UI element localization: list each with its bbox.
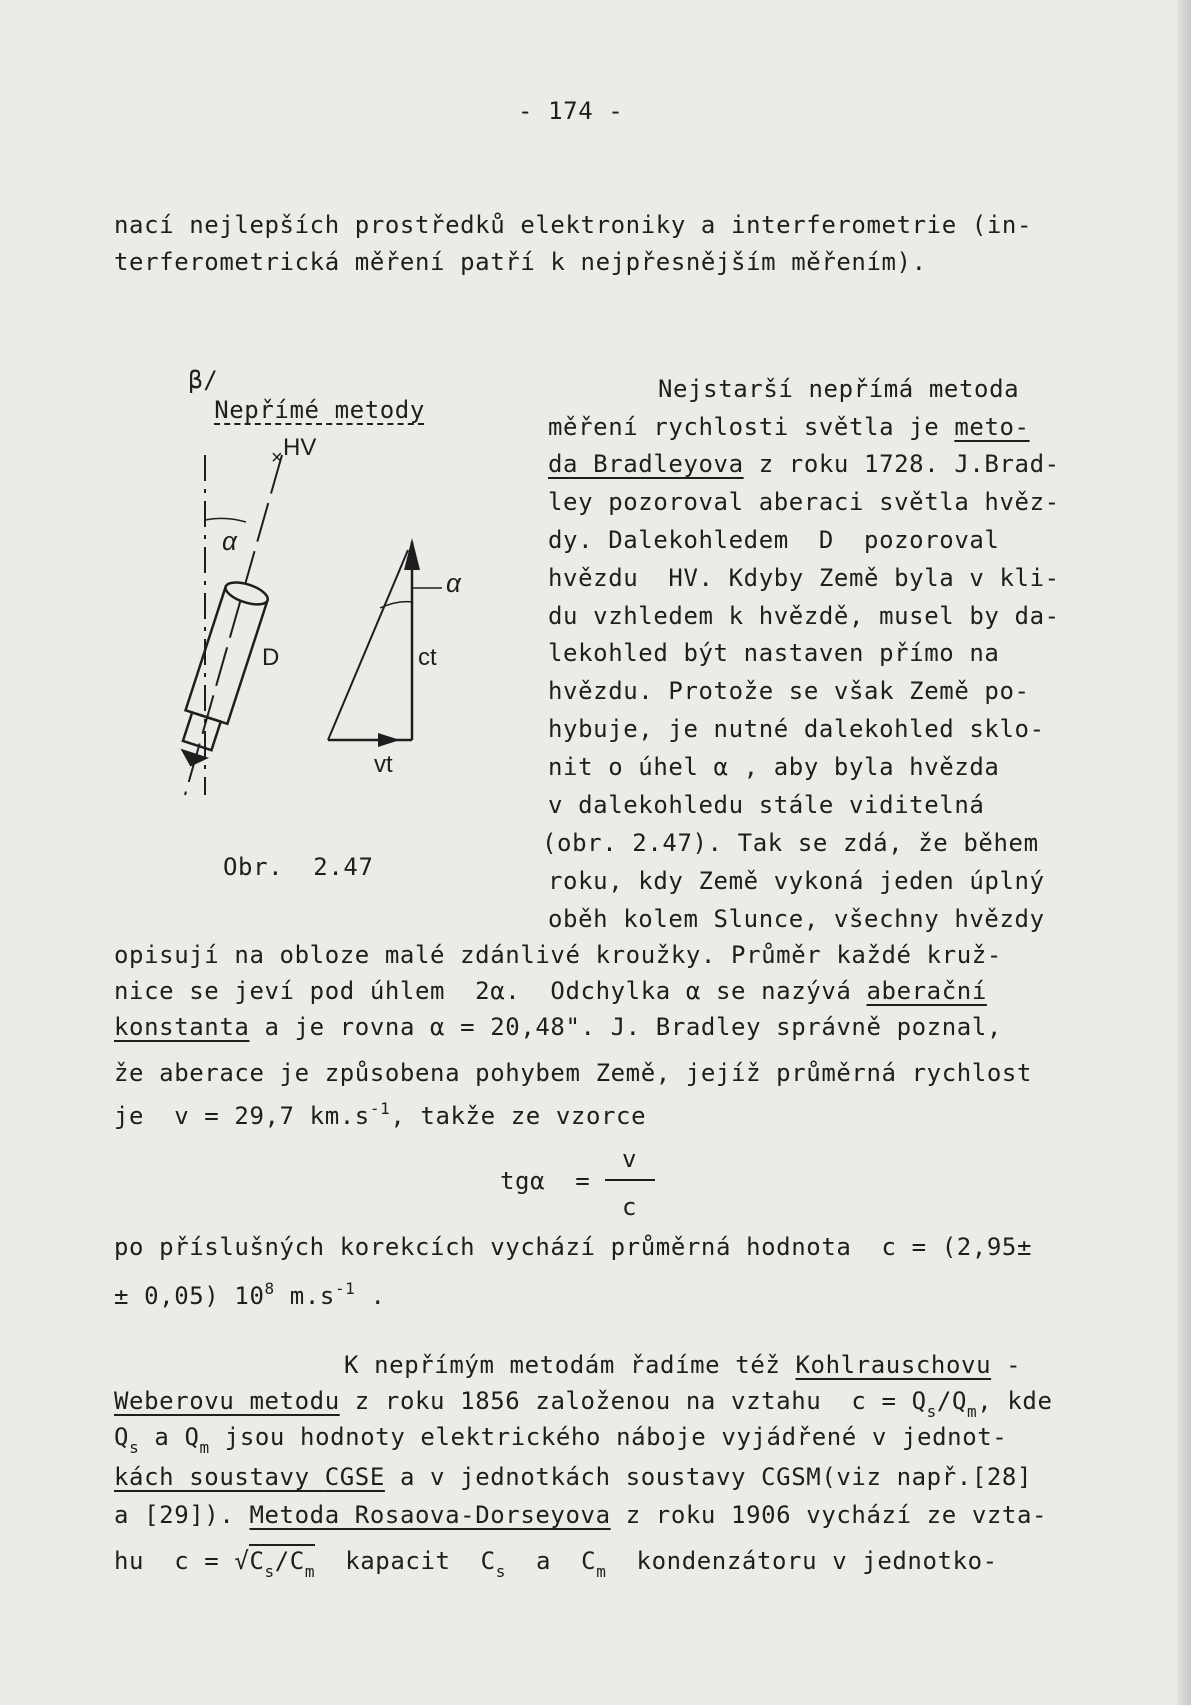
vt-label: vt bbox=[374, 751, 393, 778]
term-kohlrausch-weber-method: Kohlrauschovu bbox=[795, 1351, 992, 1379]
paragraph-line: da Bradleyova z roku 1728. J.Brad- bbox=[548, 450, 1060, 478]
fraction-bar bbox=[605, 1179, 655, 1181]
paragraph-line: kách soustavy CGSE a v jednotkách soustavy CGSM(viz např.[28] bbox=[114, 1463, 1033, 1491]
c-vector bbox=[328, 550, 408, 740]
page-edge-shadow bbox=[1177, 0, 1191, 1705]
angle-arc bbox=[205, 518, 246, 522]
hv-label: HV bbox=[283, 434, 317, 461]
paragraph-line: du vzhledem k hvězdě, musel by da- bbox=[548, 602, 1060, 630]
term-kohlrausch-weber-method: Weberovu metodu bbox=[114, 1387, 340, 1415]
paragraph-line: že aberace je způsobena pohybem Země, jejíž průměrná rychlost bbox=[114, 1059, 1033, 1087]
paragraph-line: nice se jeví pod úhlem 2α. Odchylka α se nazývá aberační bbox=[114, 977, 987, 1005]
paragraph-line: hybuje, je nutné dalekohled sklo- bbox=[548, 715, 1045, 743]
vt-arrowhead bbox=[378, 733, 400, 747]
paragraph-line: konstanta a je rovna α = 20,48". J. Bradley správně poznal, bbox=[114, 1013, 1002, 1041]
alpha-right-label: α bbox=[446, 568, 461, 598]
paragraph-line: (obr. 2.47). Tak se zdá, že během bbox=[542, 829, 1039, 857]
paragraph-line: dy. Dalekohledem D pozoroval bbox=[548, 526, 1000, 554]
hv-star-marker: × bbox=[271, 447, 283, 469]
paragraph-line: ley pozoroval aberaci světla hvěz- bbox=[548, 488, 1060, 516]
paragraph-line: Weberovu metodu z roku 1856 založenou na vztahu $c = Q_s/Q_m$, kde bbox=[114, 1387, 1053, 1421]
paragraph-line: nit o úhel α , aby byla hvězda bbox=[548, 753, 1000, 781]
paragraph-line: roku, kdy Země vykoná jeden úplný bbox=[548, 867, 1045, 895]
figure-aberration-diagram bbox=[150, 420, 510, 810]
section-marker: β/ bbox=[188, 366, 219, 394]
paragraph-line: opisují na obloze malé zdánlivé kroužky. Průměr každé kruž- bbox=[114, 941, 1002, 969]
paragraph-line: nací nejlepších prostředků elektroniky a interferometrie (in- bbox=[114, 211, 1033, 239]
formula-numerator: v bbox=[622, 1145, 638, 1173]
term-bradley-method: meto- bbox=[954, 413, 1030, 441]
paragraph-line: je v = 29,7 $km.s^{-1}$, takže ze vzorce bbox=[114, 1099, 647, 1130]
paragraph-line: Nejstarší nepřímá metoda bbox=[658, 375, 1020, 403]
section-title: Nepřímé metody bbox=[214, 396, 425, 424]
term-cgse: CGSE bbox=[324, 1463, 385, 1491]
paragraph-line: ± 0,05) $10^8$ $m.s^{-1}$ . bbox=[114, 1279, 386, 1310]
paragraph-line: hvězdu. Protože se však Země po- bbox=[548, 677, 1030, 705]
ct-label: ct bbox=[418, 644, 437, 671]
term-aberration-constant: aberační bbox=[866, 977, 987, 1005]
page-number: - 174 - bbox=[518, 97, 624, 125]
term-bradley-method: da Bradleyova bbox=[548, 450, 744, 478]
paragraph-line: $Q_s$ a $Q_m$ jsou hodnoty elektrického náboje vyjádřené v jednot- bbox=[114, 1423, 1008, 1457]
paragraph-line: terferometrická měření patří k nejpřesnějším měřením). bbox=[114, 248, 927, 276]
paragraph-line: hvězdu HV. Kdyby Země byla v kli- bbox=[548, 564, 1060, 592]
paragraph-line: po příslušných korekcích vychází průměrná hodnota c = (2,95± bbox=[114, 1233, 1033, 1261]
radicand: $C_s/C_m$ bbox=[249, 1544, 315, 1575]
term-rosa-dorsey-method: Metoda Rosaova-Dorseyova bbox=[249, 1501, 611, 1529]
paragraph-line: oběh kolem Slunce, všechny hvězdy bbox=[548, 905, 1045, 933]
paragraph-line: měření rychlosti světla je meto- bbox=[548, 413, 1030, 441]
paragraph-line: K nepřímým metodám řadíme též Kohlrauschovu - bbox=[344, 1351, 1022, 1379]
figure-caption: Obr. 2.47 bbox=[223, 853, 374, 881]
paragraph-line: a [29]). Metoda Rosaova-Dorseyova z roku 1906 vychází ze vzta- bbox=[114, 1501, 1048, 1529]
alpha-left-label: α bbox=[222, 526, 237, 556]
formula-lhs: tgα = bbox=[500, 1167, 591, 1195]
paragraph-line: v dalekohledu stále viditelná bbox=[548, 791, 985, 819]
formula-denominator: c bbox=[622, 1193, 638, 1221]
paragraph-line: lekohled být nastaven přímo na bbox=[548, 639, 1000, 667]
d-label: D bbox=[262, 644, 280, 671]
star-direction-line bbox=[185, 455, 282, 795]
paragraph-line: hu $c = √C_s/C_m$ kapacit $C_s$ a $C_m$ kondenzátoru v jednotko- bbox=[114, 1546, 998, 1587]
term-aberration-constant: konstanta bbox=[114, 1013, 250, 1041]
